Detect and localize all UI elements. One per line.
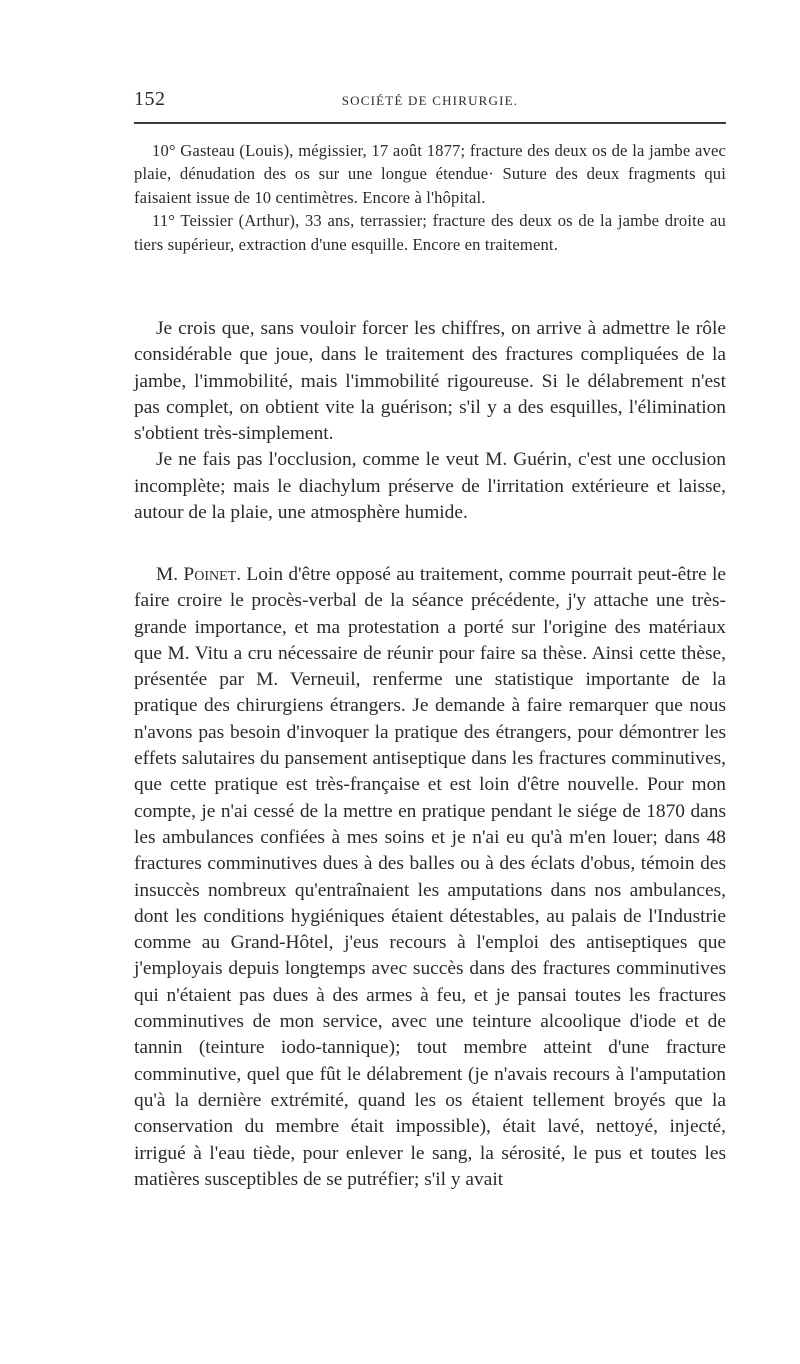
case-list xyxy=(134,139,726,256)
paragraph-1: Je crois que, sans vouloir forcer les chiffres, on arrive à admettre le rôle considérable que joue, dans le traitement des fractures compliquées de la jambe, l'immobilité, mais l'immobilité rigoureuse. Si le délabrement n'est pas complet, on obtient vite la guérison; s'il y a des esquilles, l'élimination s'obtient très-simplement. xyxy=(134,318,726,445)
case-11: 11° Teissier (Arthur), 33 ans, terrassier; fracture des deux os de la jambe droite au tiers supérieur, extraction d'une esquille. Encore en traitement. xyxy=(134,211,726,254)
paragraph-3-text: Loin d'être opposé au traitement, comme pourrait peut-être le faire croire le procès-verbal de la séance précédente, j'y attache une très-grande importance, et ma protestation a porté sur l'origine des matériaux que M. Vitu a cru nécessaire de réunir pour faire sa thèse. Ainsi cette thèse, présentée par M. Verneuil, renferme une statistique importante de la pratique des chirurgiens étrangers. Je demande à faire remarquer que nous n'avons pas besoin d'invoquer la pratique des étrangers, pour démontrer les effets salutaires du pansement antiseptique dans les fractures comminutives, que cette pratique est très-française et est loin d'être nouvelle. Pour mon compte, je n'ai cessé de la mettre en pratique pendant le siége de 1870 dans les ambulances confiées à mes soins et je n'ai eu qu'à m'en louer; dans 48 fractures comminutives dues à des balles ou à des éclats d'obus, témoin des insuccès nombreux qu'entraînaient les amputations dans nos ambulances, dont les conditions hygiéniques étaient détestables, au palais de l'Industrie comme au Grand-Hôtel, j'eus recours à l'emploi des antiseptiques que j'employais depuis longtemps avec succès dans des fractures comminutives qui n'étaient pas dues à des armes à feu, et je pansai toutes les fractures comminutives de mon service, avec une teinture alcoolique d'iode et de tannin (teinture iodo-tannique); tout membre atteint d'une fracture comminutive, quel que fût le délabrement (je n'avais recours à l'amputation qu'à la dernière extrémité, quand les os étaient tellement broyés que la conservation du membre était impossible), était lavé, nettoyé, injecté, irrigué à l'eau tiède, pour enlever le sang, la sérosité, le pus et toutes les matières susceptibles de se putréfier; s'il y avait xyxy=(134,564,726,1190)
paragraph-immobility xyxy=(134,316,726,526)
header-rule xyxy=(134,122,726,124)
case-10: 10° Gasteau (Louis), mégissier, 17 août 1877; fracture des deux os de la jambe avec plaie, dénudation des os sur une longue étendue· Suture des deux fragments qui faisaient issue de 10 centimètres. Encore à l'hôpital. xyxy=(134,141,726,207)
page-header xyxy=(134,88,726,114)
speaker-name: M. Poinet. xyxy=(156,564,242,585)
page-number: 152 xyxy=(134,88,166,110)
running-title: SOCIÉTÉ DE CHIRURGIE. xyxy=(341,93,519,108)
paragraph-2: Je ne fais pas l'occlusion, comme le veut M. Guérin, c'est une occlusion incomplète; mais le diachylum préserve de l'irritation extérieure et laisse, autour de la plaie, une atmosphère humide. xyxy=(134,449,726,524)
poinet-intervention xyxy=(134,562,726,1193)
paragraph-3 xyxy=(134,562,726,1193)
